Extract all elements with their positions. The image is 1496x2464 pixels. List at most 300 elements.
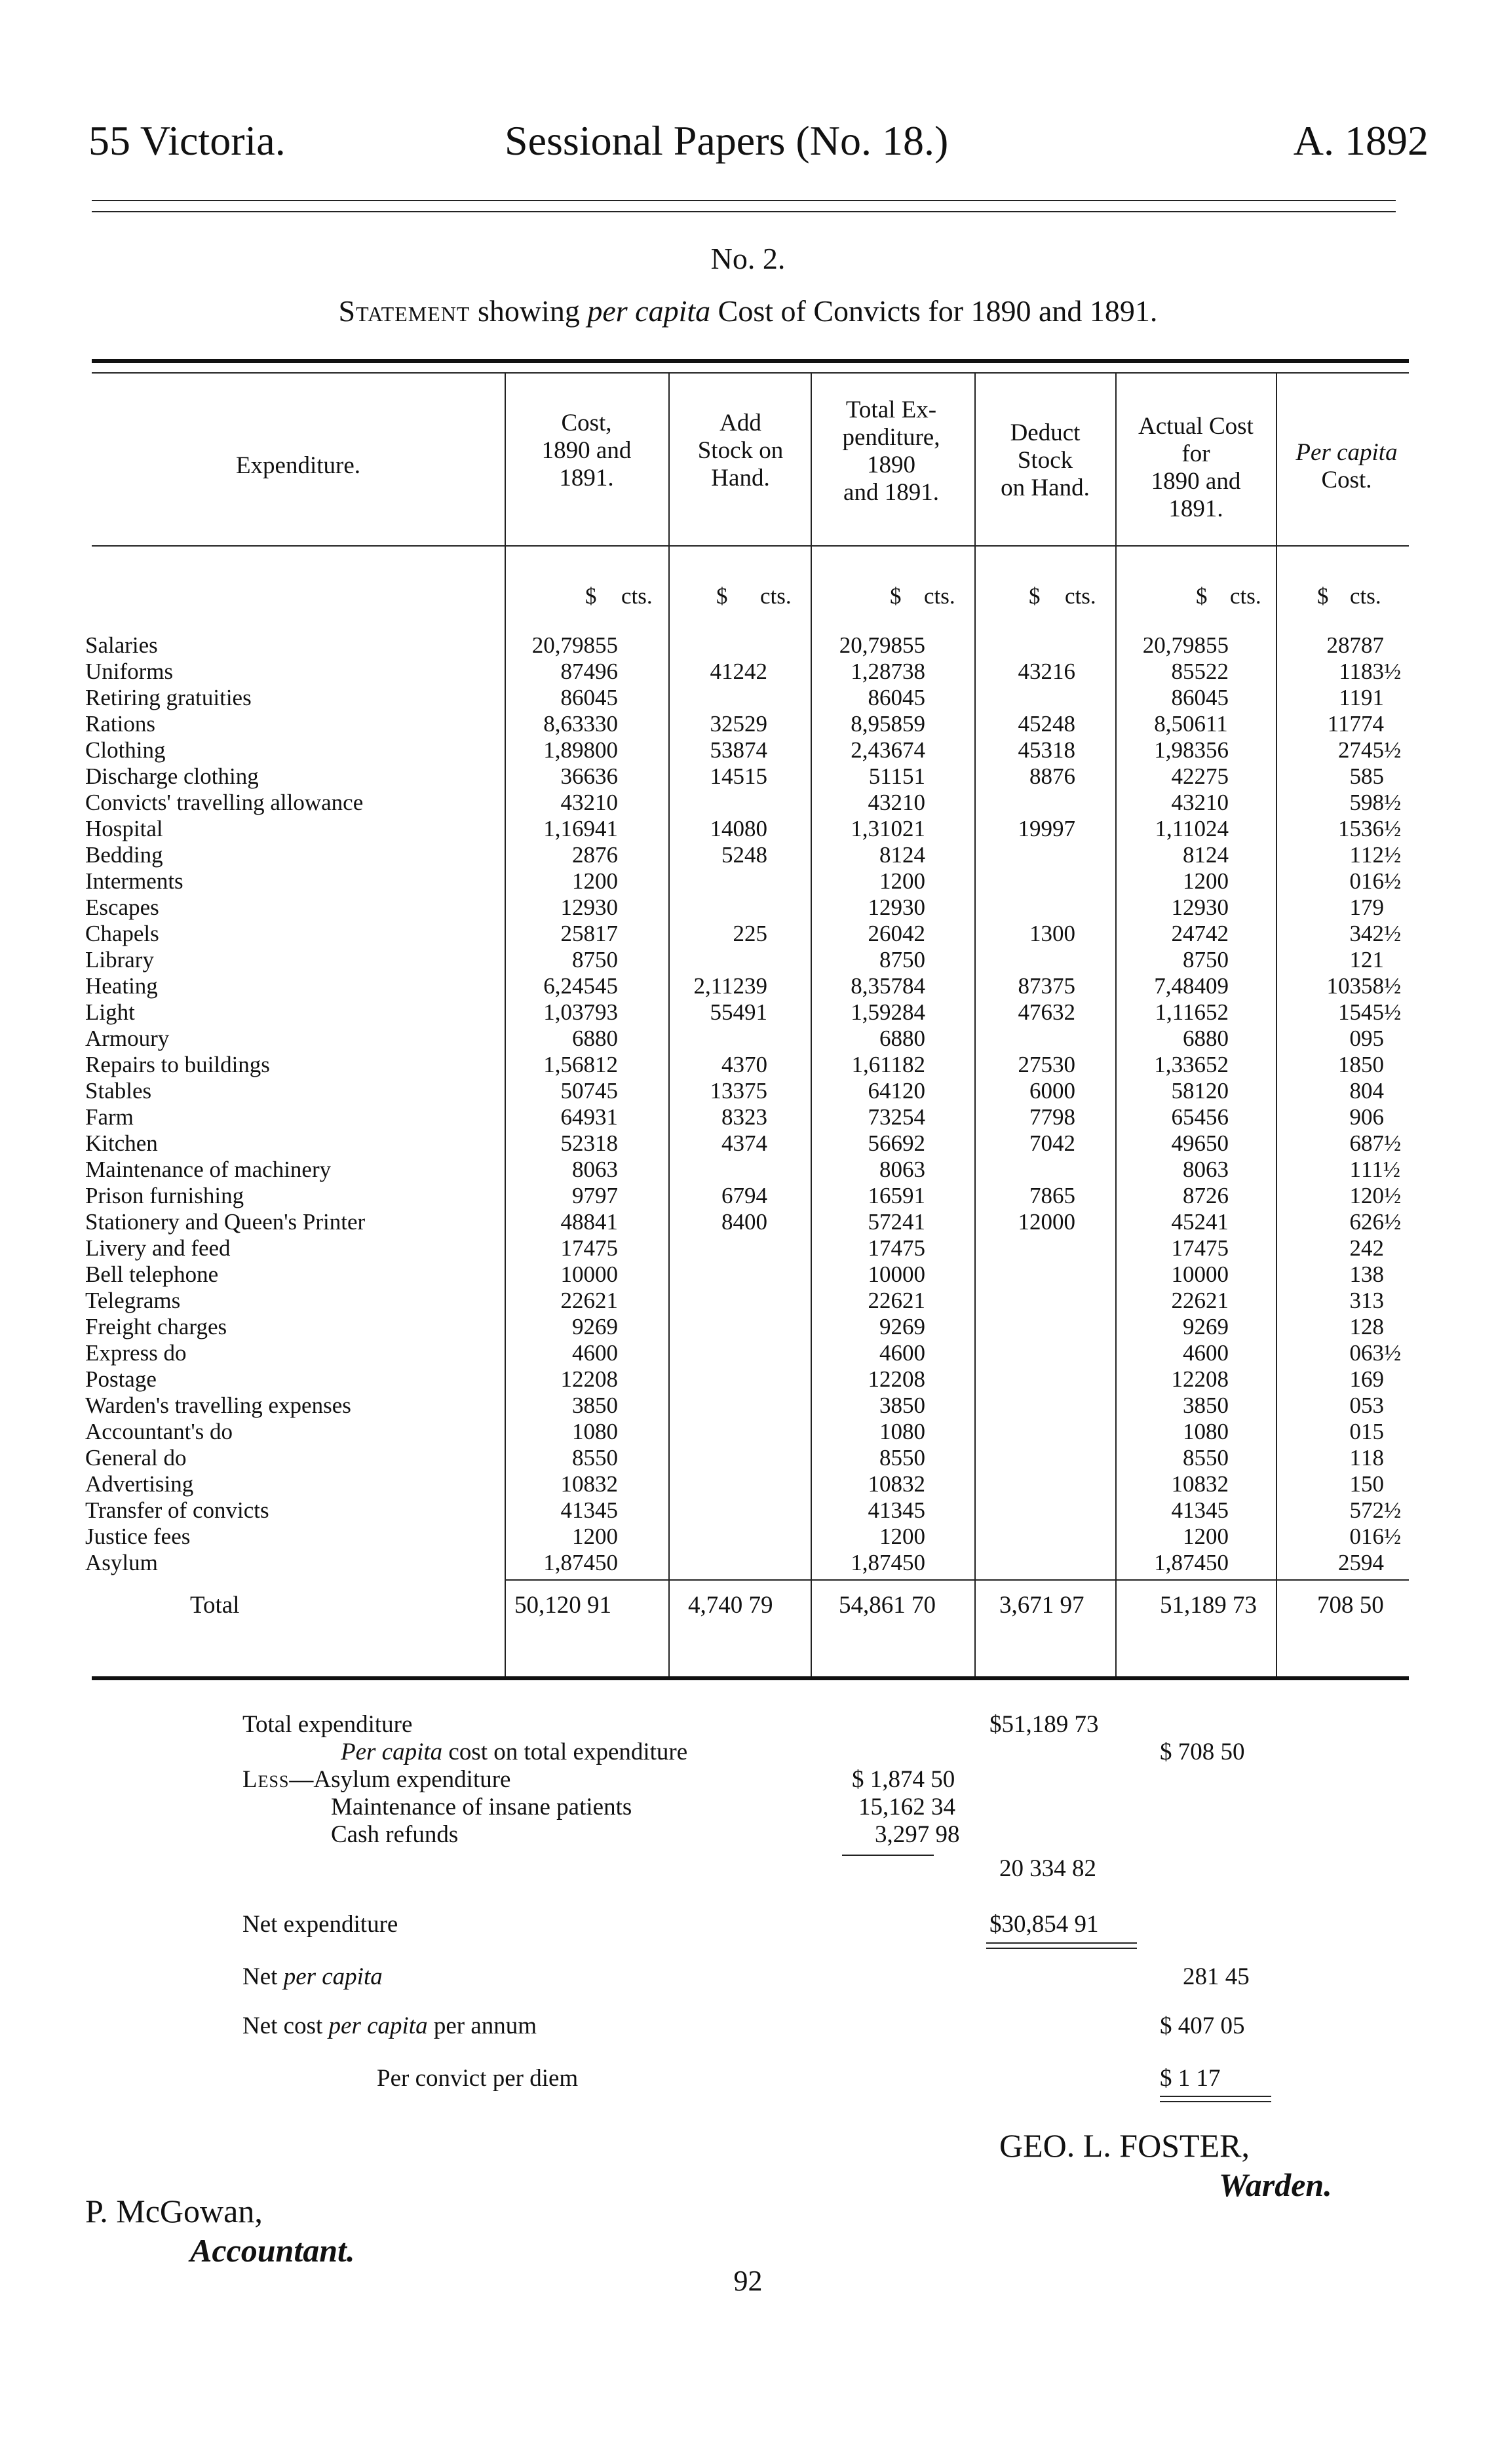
cell-cost-cents: 21 (595, 1288, 618, 1313)
row-label: Rations (85, 711, 155, 737)
total-label: Total (190, 1592, 240, 1619)
cell-deduct-dollars: 476 (1018, 999, 1052, 1025)
total-cost: 50,120 91 (514, 1592, 611, 1619)
cell-total-dollars: 860 (868, 685, 902, 710)
cell-cost-cents: 12 (595, 1052, 618, 1077)
cell-total-dollars: 165 (868, 1183, 902, 1208)
table-row (85, 1157, 1415, 1183)
cell-cost-dollars: 413 (560, 1497, 595, 1523)
table-row (85, 1445, 1415, 1471)
cell-pc-dollars: 0 (1349, 1419, 1361, 1444)
cell-deduct-dollars: 432 (1018, 659, 1052, 684)
cell-actual-cents: 52 (1206, 999, 1229, 1025)
unit-cts: cts. (1350, 583, 1381, 609)
cell-add-dollars (668, 1445, 744, 1471)
cell-deduct-dollars: 78 (1029, 1183, 1052, 1208)
cell-pc-cents: 28 (1361, 1314, 1384, 1339)
cell-actual-dollars: 654 (1171, 1104, 1206, 1130)
cell-actual-dollars: 12 (1183, 1524, 1206, 1549)
row-label: Accountant's do (85, 1419, 233, 1444)
cell-actual-dollars: 422 (1171, 763, 1206, 789)
cell-total-cents: 08 (902, 1366, 925, 1392)
cell-actual-cents: 69 (1206, 1314, 1229, 1339)
cell-deduct-dollars: 77 (1029, 1104, 1052, 1130)
cell-total-dollars: 572 (868, 1209, 902, 1235)
cell-pc-cents: 87½ (1361, 1130, 1402, 1156)
cell-add-cents (744, 1314, 811, 1340)
cell-add-cents (744, 1026, 811, 1052)
cell-deduct-dollars: 873 (1018, 973, 1052, 999)
cell-total-cents: 30 (902, 895, 925, 920)
cell-add-dollars (668, 790, 744, 816)
cell-pc-dollars: 11 (1339, 659, 1361, 684)
table-row (85, 1288, 1415, 1314)
cell-deduct-cents: 75 (1052, 973, 1075, 999)
cell-pc-cents: 53 (1361, 1393, 1384, 1418)
col-actual-line: 1891. (1168, 495, 1223, 522)
cell-deduct-cents (1052, 1497, 1115, 1524)
cell-deduct-dollars (974, 1419, 1052, 1445)
col-total-line: and 1891. (843, 479, 939, 506)
cell-pc-dollars: 8 (1349, 1078, 1361, 1104)
row-label: Transfer of convicts (85, 1497, 269, 1523)
row-label: Livery and feed (85, 1235, 231, 1261)
cell-cost-dollars: 20,798 (531, 632, 595, 658)
summary-italic: per capita (328, 2012, 428, 2039)
cell-pc-dollars: 1 (1349, 1261, 1361, 1287)
cell-actual-dollars: 87 (1183, 947, 1206, 972)
cell-add-dollars: 412 (710, 659, 744, 684)
row-label: Retiring gratuities (85, 685, 252, 710)
col-deduct-line: Stock (1017, 447, 1073, 474)
cell-deduct-cents: 30 (1052, 1052, 1075, 1077)
cell-add-dollars (668, 1261, 744, 1288)
table-row (85, 1393, 1415, 1419)
unit-cts: cts. (1065, 583, 1096, 609)
cell-add-dollars (668, 1314, 744, 1340)
summary-rule (1160, 2101, 1271, 2102)
header-bottom-rule (92, 545, 1409, 547)
cell-cost-cents: 00 (595, 1524, 618, 1549)
cell-deduct-cents (1052, 842, 1115, 868)
cell-deduct-cents (1052, 685, 1115, 711)
cell-actual-dollars: 20,798 (1142, 632, 1206, 658)
cell-cost-cents: 55 (595, 632, 618, 658)
cell-actual-cents: 20 (1206, 1078, 1229, 1104)
cell-cost-cents: 00 (595, 1261, 618, 1287)
cell-add-dollars: 67 (721, 1183, 744, 1208)
cell-total-dollars: 1,592 (851, 999, 902, 1025)
cell-actual-cents: 63 (1206, 1157, 1229, 1182)
cell-pc-dollars: 6 (1349, 1209, 1361, 1235)
col-cost-line: Cost, (561, 410, 612, 436)
cell-pc-cents: 20½ (1361, 1183, 1402, 1208)
cell-add-dollars: 83 (721, 1104, 744, 1130)
unit-dollar: $ (1317, 583, 1329, 609)
col-cost-line: 1891. (559, 465, 614, 491)
col-total-exp (813, 396, 970, 507)
row-label: Freight charges (85, 1314, 227, 1339)
cell-actual-cents: 09 (1206, 973, 1229, 999)
cell-deduct-dollars: 453 (1018, 737, 1052, 763)
col-deduct-line: Deduct (1010, 419, 1081, 446)
cell-pc-dollars: 5 (1349, 763, 1361, 789)
col-per-capita (1278, 439, 1415, 494)
cell-deduct-cents (1052, 895, 1115, 921)
cell-pc-dollars: 18 (1338, 1052, 1361, 1077)
cell-deduct-cents (1052, 1524, 1115, 1550)
row-label: Maintenance of machinery (85, 1157, 332, 1182)
cell-add-cents: 23 (744, 1104, 767, 1130)
cell-pc-dollars: 25 (1338, 1550, 1361, 1575)
header-rule (92, 200, 1396, 201)
col-actual-line: 1890 and (1151, 468, 1241, 495)
row-label: Interments (85, 868, 183, 894)
cell-cost-dollars: 432 (560, 790, 595, 815)
cell-add-dollars (668, 632, 744, 659)
summary-label: Maintenance of insane patients (331, 1794, 632, 1820)
col-cost (508, 410, 665, 492)
cell-deduct-dollars (974, 1288, 1052, 1314)
cell-deduct-cents (1052, 1366, 1115, 1393)
cell-deduct-dollars (974, 1445, 1052, 1471)
unit-cts: cts. (924, 583, 955, 609)
cell-actual-dollars: 1,336 (1154, 1052, 1206, 1077)
cell-cost-dollars: 1,874 (543, 1550, 595, 1575)
cell-deduct-cents (1052, 1026, 1115, 1052)
cell-pc-cents: 36½ (1361, 816, 1402, 841)
cell-actual-cents: 00 (1206, 868, 1229, 894)
cell-total-cents: 32 (902, 1471, 925, 1497)
cell-actual-dollars: 38 (1183, 1393, 1206, 1418)
cell-add-dollars (668, 1157, 744, 1183)
cell-pc-cents: 98½ (1361, 790, 1402, 815)
cell-total-dollars: 12 (879, 868, 902, 894)
accountant-name: P. McGowan, (85, 2193, 263, 2229)
cell-actual-dollars: 46 (1183, 1340, 1206, 1366)
cell-total-cents: 00 (902, 868, 925, 894)
cell-cost-dollars: 85 (572, 1445, 595, 1471)
cell-cost-dollars: 1,037 (543, 999, 595, 1025)
cell-deduct-cents (1052, 1445, 1115, 1471)
cell-deduct-cents (1052, 790, 1115, 816)
col-deduct-line: on Hand. (1001, 474, 1090, 501)
cell-actual-cents: 50 (1206, 1550, 1229, 1575)
cell-deduct-cents: 97 (1052, 816, 1075, 841)
cell-total-cents: 42 (902, 921, 925, 946)
table-row (85, 816, 1415, 842)
cell-total-cents: 21 (902, 816, 925, 841)
title-pre: showing (477, 294, 580, 328)
table-row (85, 1366, 1415, 1393)
table-row (85, 1261, 1415, 1288)
table-top-rule (92, 359, 1409, 363)
summary-value: 20 334 82 (999, 1855, 1096, 1882)
cell-pc-dollars: 1 (1349, 895, 1361, 920)
cell-actual-dollars: 174 (1171, 1235, 1206, 1261)
cell-cost-dollars: 649 (560, 1104, 595, 1130)
cell-total-dollars: 20,798 (839, 632, 902, 658)
cell-actual-dollars: 1,110 (1155, 816, 1206, 841)
cell-cost-dollars: 8,633 (543, 711, 595, 737)
cell-total-cents: 41 (902, 1209, 925, 1235)
cell-add-dollars: 554 (710, 999, 744, 1025)
table-row (85, 1314, 1415, 1340)
cell-pc-dollars: 9 (1349, 1104, 1361, 1130)
row-label: Express do (85, 1340, 187, 1366)
cell-cost-cents: 36 (595, 763, 618, 789)
warden-name: GEO. L. FOSTER, (999, 2127, 1250, 2164)
cell-cost-cents: 10 (595, 790, 618, 815)
cell-cost-dollars: 122 (560, 1366, 595, 1392)
cell-cost-cents: 93 (595, 999, 618, 1025)
cell-actual-dollars: 81 (1183, 842, 1206, 868)
summary-value: 281 45 (1183, 1963, 1250, 1990)
row-label: Armoury (85, 1026, 170, 1051)
cell-add-cents: 15 (744, 763, 767, 789)
cell-total-dollars: 8,958 (851, 711, 902, 737)
cell-cost-cents: 17 (595, 921, 618, 946)
cell-deduct-cents (1052, 1340, 1115, 1366)
cell-total-dollars: 226 (868, 1288, 902, 1313)
row-label: Heating (85, 973, 158, 999)
cell-total-cents: 21 (902, 1288, 925, 1313)
cell-total-dollars: 10 (879, 1419, 902, 1444)
unit-dollar: $ (585, 583, 597, 609)
warden-title: Warden. (1219, 2166, 1332, 2203)
cell-add-dollars (668, 1419, 744, 1445)
total-deduct: 3,671 97 (999, 1592, 1084, 1619)
summary-value: $ 1 17 (1160, 2065, 1221, 2092)
cell-deduct-dollars (974, 1524, 1052, 1550)
col-total-line: Total Ex- (845, 396, 937, 423)
cell-deduct-cents: 48 (1052, 711, 1075, 737)
cell-add-dollars (668, 1026, 744, 1052)
cell-cost-cents: 76 (595, 842, 618, 868)
header-center: Sessional Papers (No. 18.) (505, 117, 949, 164)
table-row (85, 1471, 1415, 1497)
summary-label: Net expenditure (242, 1911, 398, 1938)
cell-cost-cents: 96 (595, 659, 618, 684)
cell-actual-dollars: 108 (1171, 1471, 1206, 1497)
cell-add-cents (744, 1366, 811, 1393)
cell-actual-cents: 21 (1206, 1288, 1229, 1313)
cell-total-dollars: 12 (879, 1524, 902, 1549)
cell-deduct-cents (1052, 1419, 1115, 1445)
cell-pc-dollars: 0 (1349, 1393, 1361, 1418)
col-cost-line: 1890 and (541, 437, 632, 464)
cell-cost-cents: 00 (595, 737, 618, 763)
row-label: Bedding (85, 842, 163, 868)
cell-total-cents: 84 (902, 973, 925, 999)
cell-cost-cents: 30 (595, 711, 618, 737)
cell-actual-cents: 30 (1206, 895, 1229, 920)
cell-pc-cents: 58½ (1361, 973, 1402, 999)
cell-cost-cents: 97 (595, 1183, 618, 1208)
cell-add-dollars (668, 685, 744, 711)
cell-total-cents: 45 (902, 685, 925, 710)
cell-total-cents: 82 (902, 1052, 925, 1077)
col-add-line: Hand. (711, 465, 770, 491)
cell-total-cents: 45 (902, 1497, 925, 1523)
cell-actual-dollars: 100 (1171, 1261, 1206, 1287)
cell-pc-cents: 45½ (1361, 999, 1402, 1025)
cell-add-dollars: 52 (721, 842, 744, 868)
cell-total-cents: 10 (902, 790, 925, 815)
header-rule-2 (92, 211, 1396, 212)
cell-deduct-cents (1052, 632, 1115, 659)
cell-pc-cents: 79 (1361, 895, 1384, 920)
cell-pc-cents: 42 (1361, 1235, 1384, 1261)
cell-cost-cents: 45 (595, 973, 618, 999)
cell-pc-dollars: 1 (1349, 1445, 1361, 1471)
col-actual-line: Actual Cost (1138, 413, 1254, 440)
table-row (85, 1130, 1415, 1157)
cell-actual-dollars: 1,116 (1155, 999, 1206, 1025)
cell-cost-cents: 63 (595, 1157, 618, 1182)
cell-deduct-cents (1052, 1288, 1115, 1314)
cell-actual-dollars: 129 (1171, 895, 1206, 920)
header-left: 55 Victoria. (88, 117, 286, 164)
cell-deduct-dollars (974, 947, 1052, 973)
cell-add-cents (744, 1393, 811, 1419)
cell-pc-cents: 85 (1361, 763, 1384, 789)
cell-add-cents (744, 632, 811, 659)
summary-italic: per capita (283, 1963, 383, 1990)
cell-total-dollars: 81 (879, 842, 902, 868)
cell-pc-dollars: 15 (1338, 816, 1361, 841)
cell-actual-cents: 50 (1206, 1130, 1229, 1156)
cell-total-cents: 51 (902, 763, 925, 789)
cell-total-dollars: 511 (868, 763, 902, 789)
row-label: Stationery and Queen's Printer (85, 1209, 366, 1235)
unit-cts: cts. (621, 583, 653, 609)
cell-total-cents: 91 (902, 1183, 925, 1208)
summary-italic: Per capita (341, 1739, 443, 1765)
cell-cost-dollars: 366 (560, 763, 595, 789)
row-label: Kitchen (85, 1130, 158, 1156)
cell-cost-dollars: 38 (572, 1393, 595, 1418)
page-number: 92 (733, 2265, 763, 2297)
cell-deduct-dollars (974, 632, 1052, 659)
accountant-title: Accountant. (190, 2232, 355, 2269)
cell-total-dollars: 260 (868, 921, 902, 946)
cell-total-cents: 59 (902, 711, 925, 737)
cell-cost-dollars: 258 (560, 921, 595, 946)
cell-total-dollars: 566 (868, 1130, 902, 1156)
summary-label: Per convict per diem (377, 2065, 579, 2092)
cell-deduct-dollars (974, 868, 1052, 895)
cell-actual-cents: 32 (1206, 1471, 1229, 1497)
cell-deduct-cents (1052, 1393, 1115, 1419)
cell-actual-cents: 00 (1206, 1340, 1229, 1366)
summary-label: per annum (433, 2012, 537, 2039)
cell-add-dollars (668, 1471, 744, 1497)
cell-add-dollars: 84 (721, 1209, 744, 1235)
cell-deduct-cents (1052, 1550, 1115, 1576)
cell-add-dollars (668, 1393, 744, 1419)
cell-pc-dollars: 1 (1349, 1183, 1361, 1208)
summary-rule (842, 1855, 934, 1856)
cell-total-cents: 24 (902, 842, 925, 868)
unit-cts: cts. (760, 583, 792, 609)
table-bottom-rule (92, 1676, 1409, 1680)
row-label: Postage (85, 1366, 157, 1392)
cell-add-cents (744, 1524, 811, 1550)
row-label: Warden's travelling expenses (85, 1393, 351, 1418)
cell-cost-cents: 75 (595, 1235, 618, 1261)
cell-pc-dollars: 2 (1349, 1235, 1361, 1261)
cell-pc-dollars: 0 (1349, 1524, 1361, 1549)
cell-add-cents (744, 1157, 811, 1183)
cell-actual-dollars: 68 (1183, 1026, 1206, 1051)
col-add-line: Stock on (697, 437, 784, 464)
cell-total-cents: 50 (902, 947, 925, 972)
summary-label: —Asylum expenditure (289, 1766, 511, 1793)
cell-add-cents (744, 947, 811, 973)
cell-actual-dollars: 8,506 (1154, 711, 1206, 737)
cell-total-cents: 50 (902, 1393, 925, 1418)
row-label: Salaries (85, 632, 158, 658)
cell-pc-cents: 06 (1361, 1104, 1384, 1130)
row-label: Discharge clothing (85, 763, 259, 789)
cell-total-cents: 00 (902, 1261, 925, 1287)
table-row (85, 632, 1415, 659)
cell-cost-dollars: 1,568 (543, 1052, 595, 1077)
cell-total-dollars: 85 (879, 1445, 902, 1471)
cell-deduct-cents: 65 (1052, 1183, 1075, 1208)
cell-cost-dollars: 10 (572, 1419, 595, 1444)
cell-pc-cents: 12½ (1361, 842, 1402, 868)
cell-deduct-cents: 16 (1052, 659, 1075, 684)
cell-cost-dollars: 523 (560, 1130, 595, 1156)
cell-deduct-dollars (974, 1393, 1052, 1419)
cell-total-dollars: 1,287 (851, 659, 902, 684)
cell-add-cents: 70 (744, 1052, 767, 1077)
cell-pc-dollars: 0 (1349, 868, 1361, 894)
summary-rule (1160, 2096, 1271, 2097)
cell-pc-cents: 18 (1361, 1445, 1384, 1471)
cell-add-dollars: 145 (710, 763, 744, 789)
total-pc: 708 50 (1317, 1592, 1384, 1619)
cell-pc-cents: 63½ (1361, 1340, 1402, 1366)
cell-add-cents: 74 (744, 737, 767, 763)
cell-add-dollars (668, 1524, 744, 1550)
cell-pc-dollars: 1 (1349, 1366, 1361, 1392)
cell-total-dollars: 100 (868, 1261, 902, 1287)
cell-total-cents: 54 (902, 1104, 925, 1130)
cell-deduct-dollars (974, 1261, 1052, 1288)
table-row (85, 659, 1415, 685)
cell-pc-cents: 72½ (1361, 1497, 1402, 1523)
cell-deduct-cents (1052, 1235, 1115, 1261)
row-label: General do (85, 1445, 187, 1471)
col-total-line: penditure, (842, 424, 940, 451)
cell-deduct-dollars: 275 (1018, 1052, 1052, 1077)
cell-actual-cents: 08 (1206, 1366, 1229, 1392)
cell-actual-dollars: 452 (1171, 1209, 1206, 1235)
cell-deduct-cents: 42 (1052, 1130, 1075, 1156)
row-label: Stables (85, 1078, 152, 1104)
cell-pc-cents: 42½ (1361, 921, 1402, 946)
cell-deduct-dollars: 13 (1029, 921, 1052, 946)
cell-deduct-cents: 32 (1052, 999, 1075, 1025)
summary-value: 3,297 98 (875, 1821, 960, 1848)
summary-value: $ 708 50 (1160, 1739, 1245, 1765)
row-label: Justice fees (85, 1524, 191, 1549)
cell-deduct-cents: 00 (1052, 1209, 1075, 1235)
cell-actual-dollars: 7,484 (1154, 973, 1206, 999)
